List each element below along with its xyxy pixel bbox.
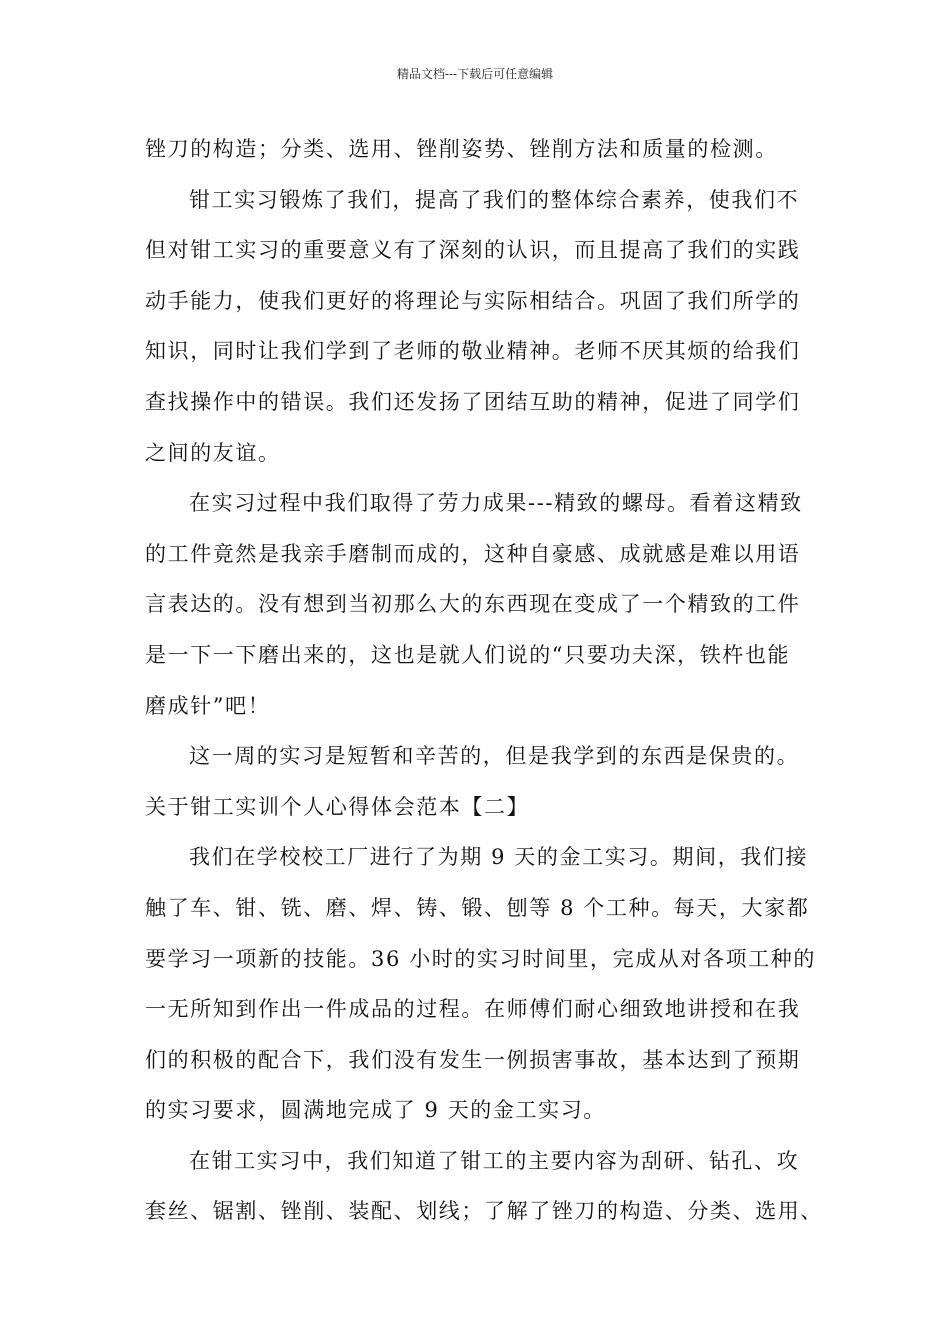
text-line: 一无所知到作出一件成品的过程。在师傅们耐心细致地讲授和在我 — [145, 997, 801, 1022]
text-line: 触了车、钳、铣、磨、焊、铸、锻、刨等 8 个工种。每天，大家都 — [145, 895, 810, 920]
text-line: 动手能力，使我们更好的将理论与实际相结合。巩固了我们所学的 — [145, 288, 801, 313]
text-line: 之间的友谊。 — [145, 440, 281, 465]
text-line: 的实习要求，圆满地完成了 9 天的金工实习。 — [145, 1098, 606, 1123]
paragraph-first-line: 在钳工实习中，我们知道了钳工的主要内容为刮研、钻孔、攻 — [189, 1148, 800, 1173]
text-line: 是一下一下磨出来的，这也是就人们说的“只要功夫深，铁杵也能 — [145, 642, 791, 667]
document-body — [145, 124, 825, 1237]
text-line: 言表达的。没有想到当初那么大的东西现在变成了一个精致的工件 — [145, 592, 801, 617]
text-line: 要学习一项新的技能。36 小时的实习时间里，完成从对各项工种的 — [145, 946, 816, 971]
text-line: 们的积极的配合下，我们没有发生一例损害事故，基本达到了预期 — [145, 1047, 801, 1072]
paragraph-first-line: 我们在学校校工厂进行了为期 9 天的金工实习。期间，我们接 — [189, 845, 809, 870]
text-line: 查找操作中的错误。我们还发扬了团结互助的精神，促进了同学们 — [145, 389, 801, 414]
text-line: 的工件竟然是我亲手磨制而成的，这种自豪感、成就感是难以用语 — [145, 541, 801, 566]
page-header: 精品文档---下载后可任意编辑 — [396, 67, 554, 81]
text-line: 套丝、锯割、锉削、装配、划线；了解了锉刀的构造、分类、选用、 — [145, 1199, 823, 1224]
text-line: 知识，同时让我们学到了老师的敬业精神。老师不厌其烦的给我们 — [145, 339, 801, 364]
text-line: 锉刀的构造；分类、选用、锉削姿势、锉削方法和质量的检测。 — [145, 137, 778, 161]
paragraph-first-line: 这一周的实习是短暂和辛苦的，但是我学到的东西是保贵的。 — [189, 744, 800, 769]
paragraph-first-line: 钳工实习锻炼了我们，提高了我们的整体综合素养，使我们不 — [189, 187, 800, 212]
text-line: 但对钳工实习的重要意义有了深刻的认识，而且提高了我们的实践 — [145, 238, 801, 263]
paragraph-first-line: 在实习过程中我们取得了劳力成果---精致的螺母。看着这精致 — [189, 491, 803, 516]
text-line: 磨成针”吧！ — [145, 693, 271, 718]
section-heading: 关于钳工实训个人心得体会范本【二】 — [145, 794, 530, 819]
